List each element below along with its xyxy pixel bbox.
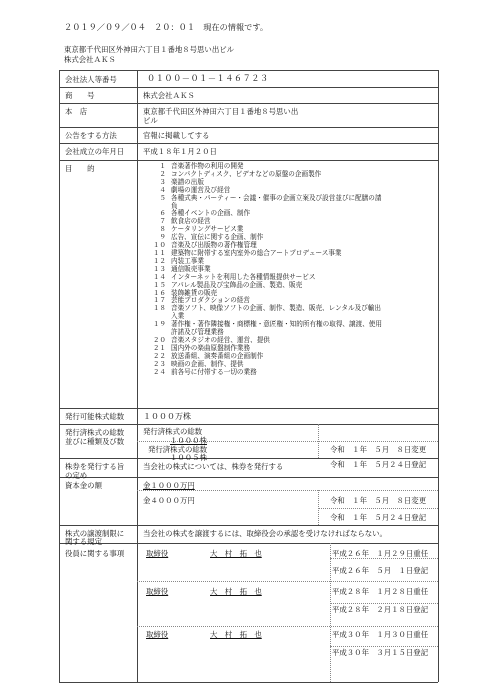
officer-2-name: 大 村 拓 也 [210, 587, 262, 596]
purpose-item-number: １８ [152, 304, 166, 313]
capital-date-registered: 令和 １年 ５月２４日登記 [330, 513, 427, 522]
purpose-item-number: １６ [152, 288, 166, 297]
officer-3-date1: 平成３０年 １月３０日重任 [332, 630, 429, 639]
purpose-item-text: ケータリングサービス業 [171, 225, 244, 234]
trade-name-value: 株式会社ＡＫＳ [143, 91, 195, 100]
timestamp: ２０１９／０９／０４ ２０：０１ 現在の情報です。 [64, 22, 269, 32]
transfer-label-line2: 関する規定 [65, 537, 102, 546]
issued-shares-entry1-title: 発行済株式の総数 [143, 427, 203, 436]
purpose-item-number: １１ [152, 248, 166, 257]
officer-3-role: 取締役 [146, 630, 169, 639]
purpose-item-text: 楽譜の出版 [171, 177, 204, 186]
purpose-item-text: 装飾雑貨の販売 [171, 288, 218, 297]
issued-shares-label-line1: 発行済株式の総数 [65, 428, 125, 437]
purpose-item-number: ６ [159, 209, 166, 218]
purpose-item-text: 各種イベントの企画、制作 [171, 209, 251, 218]
purpose-item-text: 国内外の楽曲原盤制作業務 [171, 343, 251, 352]
purpose-item [150, 305, 435, 313]
capital-old-value: 金１０００万円 [143, 481, 195, 490]
purpose-item [150, 195, 435, 203]
authorized-shares-label: 発行可能株式総数 [65, 412, 125, 421]
purpose-item-number: ２０ [152, 335, 166, 344]
purpose-item-number: １４ [152, 272, 166, 281]
purpose-item-text: 内装工事業 [171, 256, 204, 265]
purpose-item-number: ２２ [152, 351, 166, 360]
established-value: 平成１８年１月２０日 [143, 147, 217, 156]
certificates-label-line1: 株券を発行する旨 [65, 462, 125, 471]
purpose-item-text: 前各号に付帯する一切の業務 [171, 367, 257, 376]
purpose-item-number: １２ [152, 256, 166, 265]
purpose-item-number: ４ [159, 185, 166, 194]
purpose-item-number: １７ [152, 296, 166, 305]
issued-shares-entry1-value: １０００株 [170, 436, 207, 445]
officer-1-name: 大 村 拓 也 [210, 549, 262, 558]
purpose-item-text: 通信販売事業 [171, 264, 211, 273]
head-office-label: 本 店 [65, 107, 88, 116]
officer-1-role: 取締役 [146, 549, 169, 558]
head-office-value-line1: 東京都千代田区外神田六丁目１番地８号思い出 [143, 107, 299, 116]
purpose-item-number: ２３ [152, 359, 166, 368]
capital-label: 資本金の額 [65, 481, 102, 490]
purpose-item-text: 著作権・著作隣接権・商標権・意匠権・知的所有権の取得、譲渡、使用 [171, 320, 382, 329]
purpose-item-text: 劇場の運営及び経営 [171, 185, 231, 194]
officer-2-date2: 平成２８年 ２月１８日登記 [332, 605, 429, 614]
officers-label: 役員に関する事項 [65, 549, 125, 558]
purpose-item-number: １９ [152, 320, 166, 329]
purpose-item-text: 映画の企画、制作、提供 [171, 359, 244, 368]
purpose-item-text: 各種式典・パーティー・会議・催事の企画立案及び設営並びに配膳の請 [171, 193, 382, 202]
officer-2-date1: 平成２８年 １月２８日重任 [332, 587, 429, 596]
purpose-item-number: ２ [159, 169, 166, 178]
purpose-item-text: 芸能プロダクションの経営 [171, 296, 250, 305]
certificates-label-line2: の定め [65, 471, 88, 480]
purpose-item-text: 音楽及び出版物の著作権管理 [171, 241, 257, 250]
issued-shares-date-registered: 令和 １年 ５月２４日登記 [330, 460, 427, 469]
issued-shares-entry2-title: 発行済株式の総数 [148, 445, 208, 454]
purpose-item-number: ３ [159, 177, 166, 186]
header-company: 株式会社ＡＫＳ [64, 55, 116, 64]
purpose-label: 目 的 [65, 164, 95, 173]
purpose-item-text: 建築物に附帯する室内室外の総合アートプロデュース事業 [171, 248, 342, 257]
purpose-item-text: 負 [171, 201, 178, 210]
officer-1-date1: 平成２６年 １月２９日重任 [332, 549, 429, 558]
purpose-item-number: ２４ [152, 367, 166, 376]
issued-shares-label-line2: 並びに種類及び数 [65, 437, 125, 446]
purpose-item-text: 音楽著作物の利用の開発 [171, 162, 244, 170]
purpose-item-number: ８ [159, 225, 166, 234]
purpose-item [150, 369, 435, 377]
purpose-item-text: 飲食店の経営 [171, 217, 211, 226]
trade-name-label: 商 号 [65, 91, 95, 100]
header-address: 東京都千代田区外神田六丁目１番地８号思い出ビル [64, 45, 234, 54]
transfer-value: 当会社の株式を譲渡するには、取締役会の承認を受けなければならない。 [143, 529, 387, 538]
purpose-item-text: インターネットを利用した各種情報提供サービス [171, 272, 316, 281]
officer-3-date2: 平成３０年 ３月１５日登記 [332, 648, 429, 657]
corp-no-value: ０１００－０１－１４６７２３ [147, 73, 269, 83]
established-label: 会社成立の年月日 [65, 147, 125, 156]
notice-value: 官報に掲載してする [143, 131, 210, 140]
corp-no-label: 会社法人等番号 [65, 75, 117, 84]
authorized-shares-value: １０００万株 [143, 412, 191, 421]
purpose-item-number: １０ [152, 241, 166, 250]
capital-date-changed: 令和 １年 ５月 ８日変更 [330, 496, 427, 505]
officer-1-date2: 平成２６年 ５月 １日登記 [332, 566, 429, 575]
purpose-item-text: アパレル製品及び宝飾品の企画、製造、販売 [171, 280, 303, 289]
officer-3-name: 大 村 拓 也 [210, 630, 262, 639]
officer-2-role: 取締役 [146, 587, 169, 596]
purpose-item-number: １５ [152, 280, 166, 289]
notice-label: 公告をする方法 [65, 131, 117, 140]
purpose-item-number: ７ [159, 217, 166, 226]
capital-new-value: 金４０００万円 [143, 496, 195, 505]
purpose-item-number: １３ [152, 264, 166, 273]
purpose-item-number: ９ [159, 233, 166, 242]
purpose-item-number: ２１ [152, 343, 166, 352]
purpose-item-text: 入業 [171, 312, 185, 321]
purpose-item-text: 音楽スタジオの経営、運営、提供 [171, 335, 270, 344]
purpose-item-text: 広告、宣伝に関する企画、制作 [171, 233, 264, 242]
certificates-value: 当会社の株式については、株券を発行する [143, 462, 284, 471]
purpose-item-text: コンパクトディスク、ビデオなどの原盤の企画製作 [171, 169, 322, 178]
transfer-label-line1: 株式の譲渡制限に [65, 529, 125, 538]
purpose-item-number: ５ [159, 193, 166, 202]
head-office-value-line2: ビル [143, 116, 158, 125]
purpose-item-text: 音楽ソフト、映像ソフトの企画、制作、製造、販売、レンタル及び輸出 [171, 304, 381, 313]
issued-shares-date-changed: 令和 １年 ５月 ８日変更 [330, 445, 427, 454]
purpose-item-text: 許諾及び管理業務 [171, 328, 224, 337]
issued-shares-entry2-value: １００５株 [170, 453, 207, 462]
purpose-list [150, 163, 435, 376]
purpose-item-text: 放送番組、演奏番組の企画制作 [171, 351, 264, 360]
purpose-item-number: １ [159, 162, 166, 170]
